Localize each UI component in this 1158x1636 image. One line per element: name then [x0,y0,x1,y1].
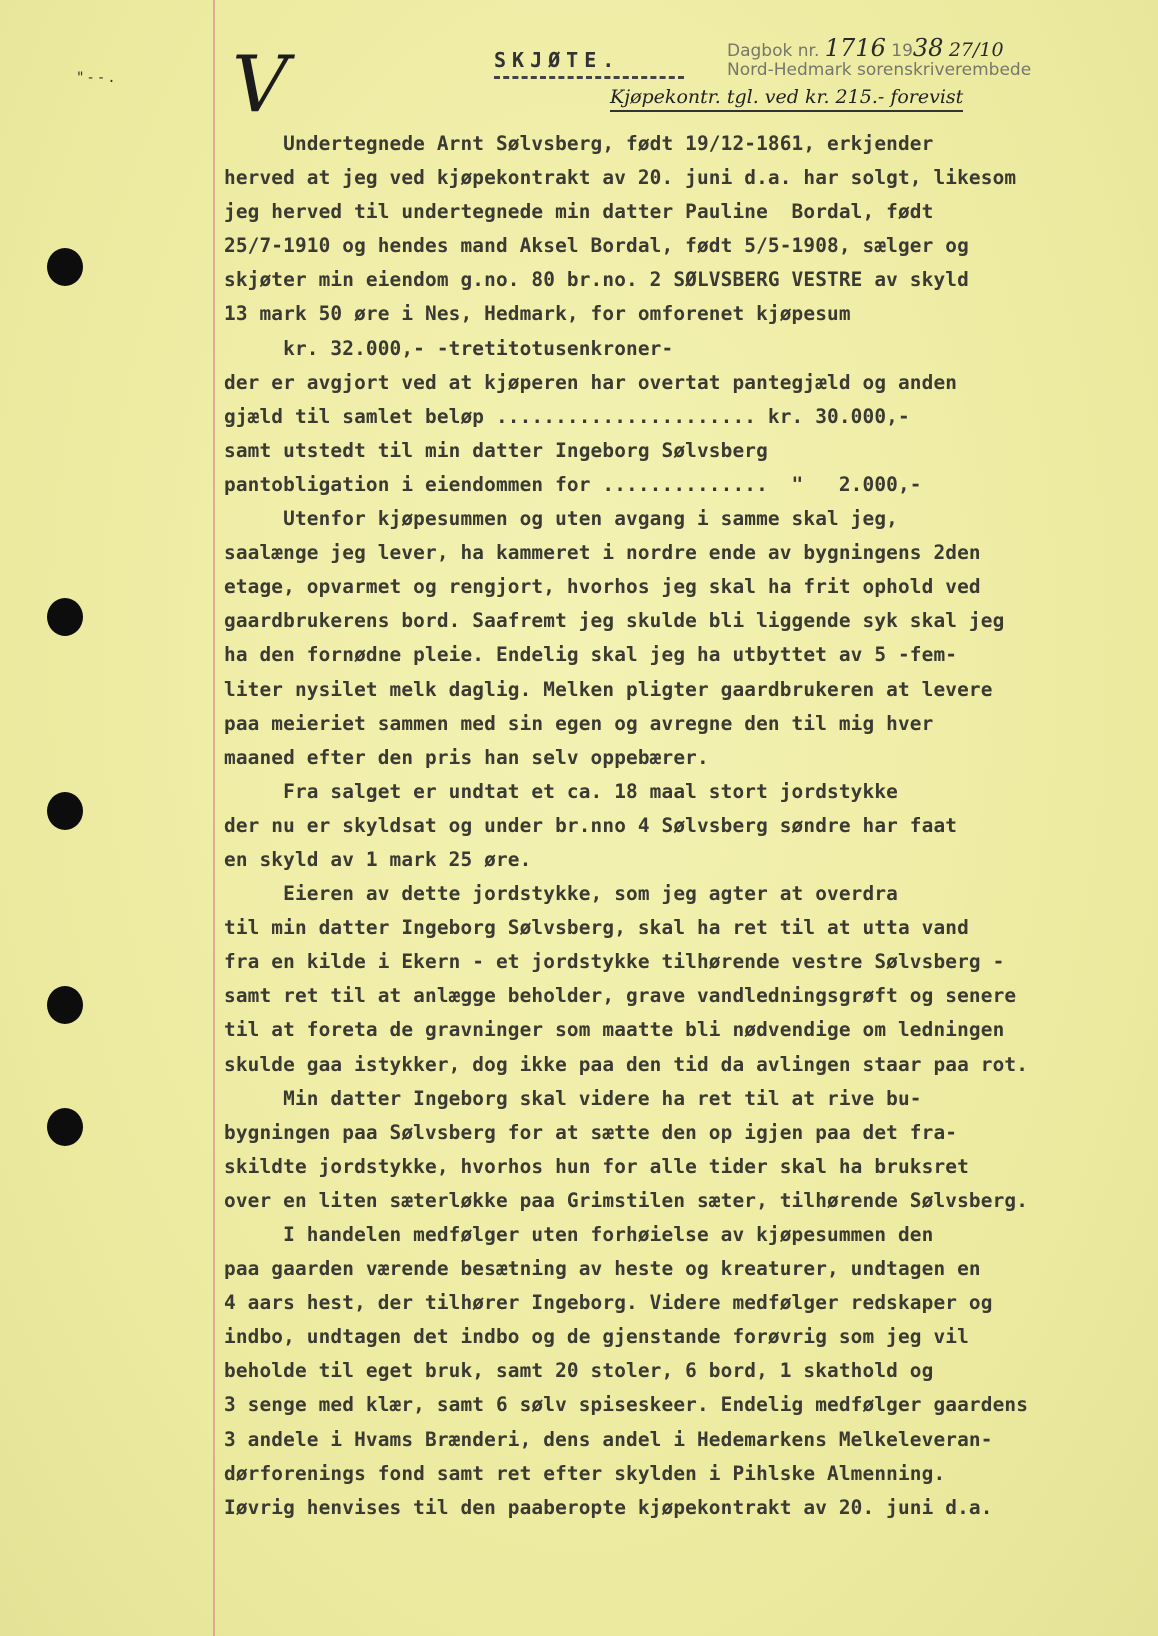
year-suffix: 38 [912,34,944,62]
stamp-date: 27/10 [948,39,1004,61]
year-prefix: 19 [891,41,913,61]
text-line: 3 senge med klær, samt 6 sølv spiseskeer. Endelig medfølger gaardens [224,1393,1029,1417]
text-line: Min datter Ingeborg skal videre ha ret til at rive bu- [224,1086,922,1110]
text-line: pantobligation i eiendommen for .............. " 2.000,- [224,472,922,496]
text-line: fra en kilde i Ekern - et jordstykke tilhørende vestre Sølvsberg - [224,950,1005,974]
text-line: Utenfor kjøpesummen og uten avgang i samme skal jeg, [224,507,898,531]
dagbok-label: Dagbok nr. [727,41,820,61]
text-line: skildte jordstykke, hvorhos hun for alle tider skal ha bruksret [224,1154,969,1178]
text-line: til min datter Ingeborg Sølvsberg, skal ha ret til at utta vand [224,916,969,940]
text-line: indbo, undtagen det indbo og de gjenstande forøvrig som jeg vil [224,1325,969,1349]
punch-hole-1 [47,248,83,286]
check-mark: V [232,40,289,130]
text-line: dørforenings fond samt ret efter skylden i Pihlske Almenning. [224,1461,946,1485]
text-line: kr. 32.000,- -tretitotusenkroner- [224,336,674,360]
text-line: skulde gaa istykker, dog ikke paa den tid da avlingen staar paa rot. [224,1052,1029,1076]
text-line: der nu er skyldsat og under br.nno 4 Sølvsberg søndre har faat [224,813,958,837]
text-line: til at foreta de gravninger som maatte bli nødvendige om ledningen [224,1018,1005,1042]
text-line: 13 mark 50 øre i Nes, Hedmark, for omforenet kjøpesum [224,302,851,326]
text-line: Iøvrig henvises til den paaberopte kjøpekontrakt av 20. juni d.a. [224,1495,993,1519]
text-line: 4 aars hest, der tilhører Ingeborg. Videre medfølger redskaper og [224,1291,993,1315]
office-stamp: Nord-Hedmark sorenskriverembede [727,60,1032,80]
punch-hole-3 [47,792,83,830]
text-line: maaned efter den pris han selv oppebærer. [224,745,709,769]
text-line: I handelen medfølger uten forhøielse av kjøpesummen den [224,1223,934,1246]
text-line: beholde til eget bruk, samt 20 stoler, 6 bord, 1 skathold og [224,1359,934,1383]
deed-body-text [224,127,1144,1525]
punch-hole-4 [47,986,83,1024]
text-line: Fra salget er undtat et ca. 18 maal stort jordstykke [224,779,898,803]
text-line: bygningen paa Sølvsberg for at sætte den op igjen paa det fra- [224,1120,958,1144]
text-line: Undertegnede Arnt Sølvsberg, født 19/12-1861, erkjender [224,132,934,155]
dagbok-stamp [727,34,1004,62]
text-line: 25/7-1910 og hendes mand Aksel Bordal, født 5/5-1908, sælger og [224,234,969,258]
text-line: Eieren av dette jordstykke, som jeg agter at overdra [224,882,898,906]
text-line: over en liten sæterløkke paa Grimstilen sæter, tilhørende Sølvsberg. [224,1188,1029,1212]
text-line: liter nysilet melk daglig. Melken pligter gaardbrukeren at levere [224,677,993,701]
text-line: 3 andele i Hvams Brænderi, dens andel i Hedemarkens Melkeleveran- [224,1427,993,1451]
text-line: jeg herved til undertegnede min datter Pauline Bordal, født [224,200,934,224]
text-line: paa gaarden værende besætning av heste og kreaturer, undtagen en [224,1257,981,1281]
punch-hole-2 [47,598,83,636]
dagbok-number: 1716 [824,34,886,62]
text-line: der er avgjort ved at kjøperen har overtat pantegjæld og anden [224,370,958,394]
text-line: en skyld av 1 mark 25 øre. [224,847,532,871]
text-line: samt utstedt til min datter Ingeborg Sølvsberg [224,438,768,462]
punch-hole-5 [47,1108,83,1146]
handwritten-note: Kjøpekontr. tgl. ved kr. 215.- forevist [610,86,963,112]
document-title: SKJØTE. [494,48,621,72]
text-line: saalænge jeg lever, ha kammeret i nordre ende av bygningens 2den [224,541,981,565]
text-line: skjøter min eiendom g.no. 80 br.no. 2 SØLVSBERG VESTRE av skyld [224,268,969,292]
text-line: etage, opvarmet og rengjort, hvorhos jeg skal ha frit ophold ved [224,575,981,599]
text-line: gaardbrukerens bord. Saafremt jeg skulde bli liggende syk skal jeg [224,609,1005,633]
text-line: herved at jeg ved kjøpekontrakt av 20. juni d.a. har solgt, likesom [224,166,1017,190]
text-line: gjæld til samlet beløp ...................... kr. 30.000,- [224,404,910,428]
margin-line [213,0,215,1636]
title-underline [494,76,684,79]
corner-mark: "--. [76,70,118,86]
text-line: samt ret til at anlægge beholder, grave vandledningsgrøft og senere [224,984,1017,1008]
text-line: paa meieriet sammen med sin egen og avregne den til mig hver [224,711,934,735]
text-line: ha den fornødne pleie. Endelig skal jeg ha utbyttet av 5 -fem- [224,643,958,667]
